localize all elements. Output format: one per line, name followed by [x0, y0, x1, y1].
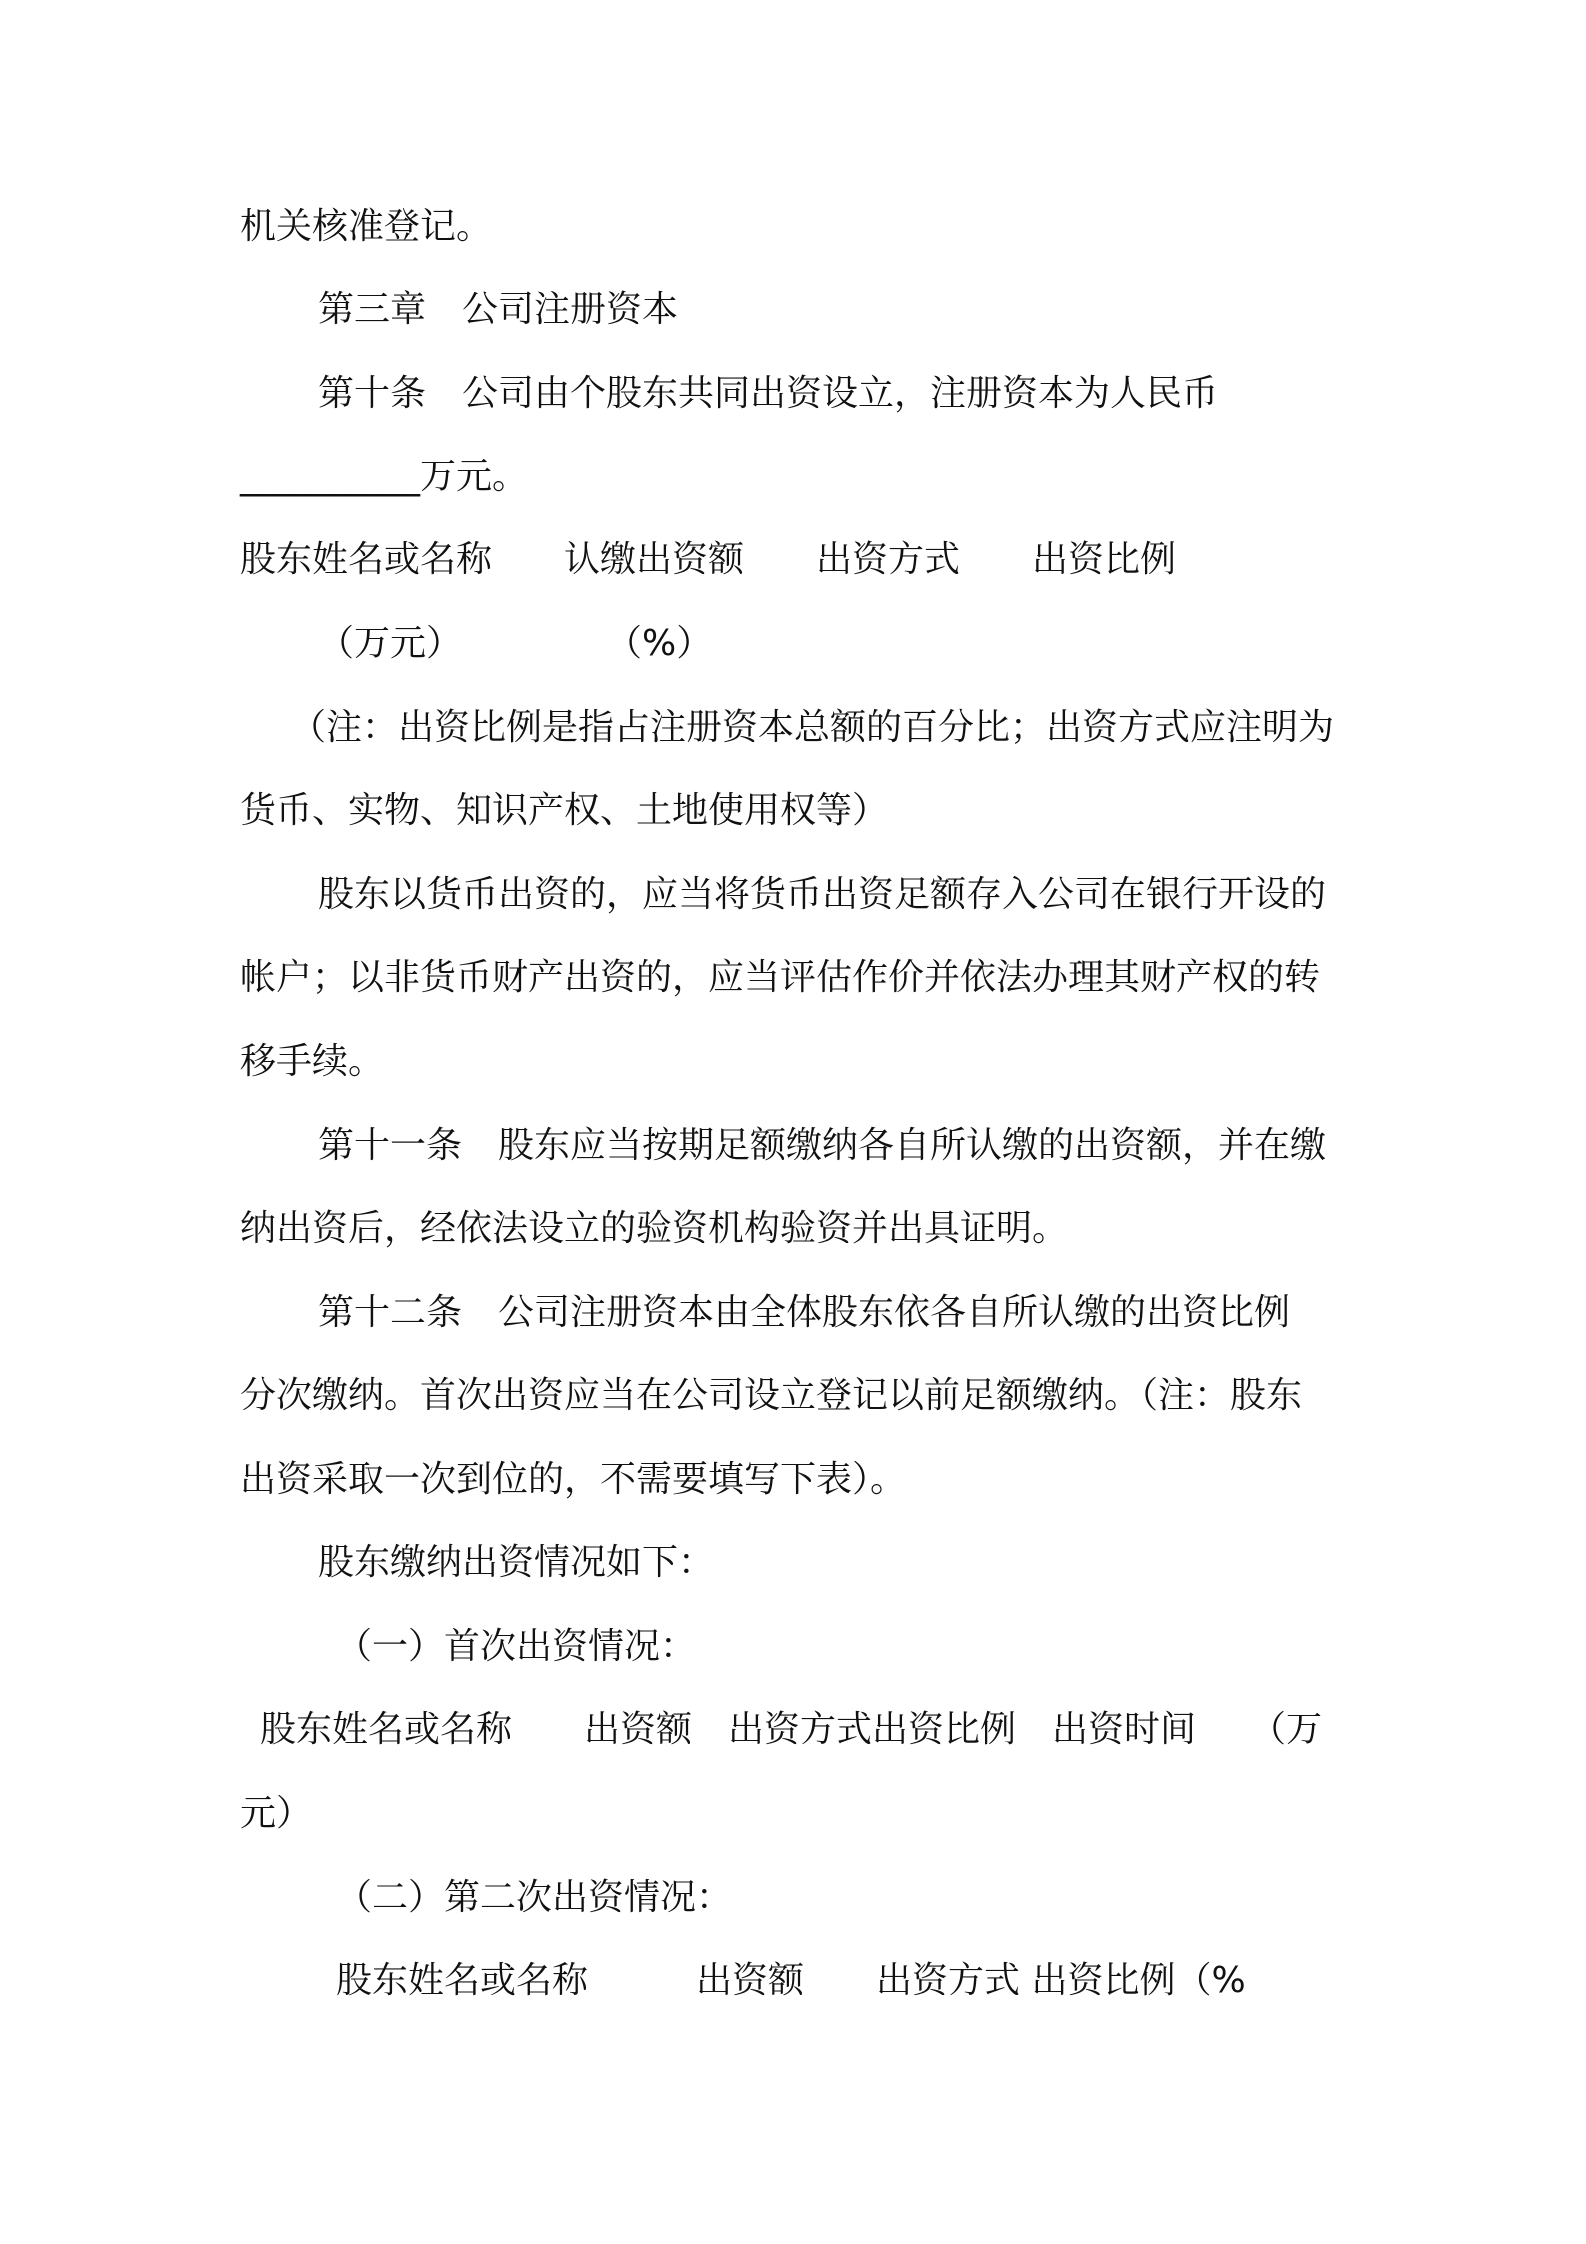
table-header-1: 股东姓名或名称 认缴出资额 出资方式 出资比例 — [240, 539, 1177, 580]
table-header-2: 股东姓名或名称 出资额 出资方式出资比例 出资时间 （万 — [260, 1709, 1323, 1750]
article-11-line-1: 第十一条 股东应当按期足额缴纳各自所认缴的出资额，并在缴 — [318, 1125, 1327, 1166]
table-header-2-wrap: 元） — [240, 1793, 313, 1834]
paragraph-line-2: 帐户；以非货币财产出资的，应当评估作价并依法办理其财产权的转 — [240, 957, 1321, 998]
article-10: 第十条 公司由个股东共同出资设立，注册资本为人民币 — [318, 373, 1219, 414]
article-11-line-2: 纳出资后，经依法设立的验资机构验资并出具证明。 — [240, 1208, 1069, 1249]
payment-intro: 股东缴纳出资情况如下： — [318, 1542, 715, 1583]
capital-blank-line: __________万元。 — [240, 456, 529, 497]
table-header-1-units: （万元） （%） — [318, 623, 713, 664]
second-payment-heading: （二）第二次出资情况： — [336, 1877, 733, 1918]
paragraph-line-3: 移手续。 — [240, 1041, 385, 1082]
first-payment-heading: （一）首次出资情况： — [336, 1626, 697, 1667]
note-line-2: 货币、实物、知识产权、土地使用权等） — [240, 790, 889, 831]
article-12-line-1: 第十二条 公司注册资本由全体股东依各自所认缴的出资比例 — [318, 1292, 1291, 1333]
article-12-line-2: 分次缴纳。首次出资应当在公司设立登记以前足额缴纳。（注：股东 — [240, 1375, 1303, 1416]
table-header-3: 股东姓名或名称 出资额 出资方式 出资比例（% — [336, 1960, 1246, 2001]
chapter-heading: 第三章 公司注册资本 — [318, 289, 679, 330]
article-12-line-3: 出资采取一次到位的，不需要填写下表）。 — [240, 1459, 907, 1500]
paragraph-line-1: 股东以货币出资的，应当将货币出资足额存入公司在银行开设的 — [318, 874, 1327, 915]
note-line-1: （注：出资比例是指占注册资本总额的百分比；出资方式应注明为 — [290, 707, 1335, 748]
text-line-1: 机关核准登记。 — [240, 206, 493, 247]
